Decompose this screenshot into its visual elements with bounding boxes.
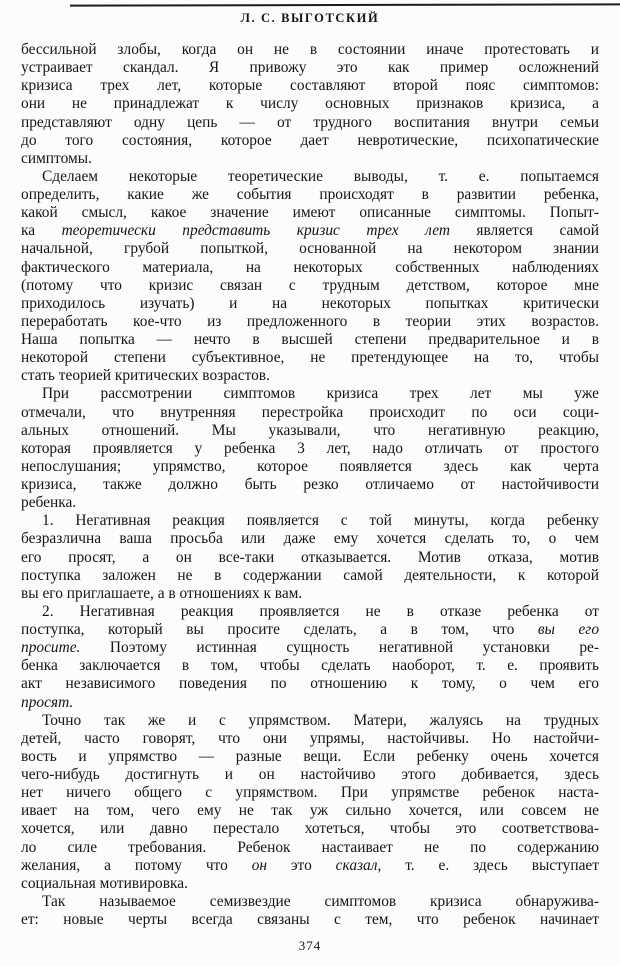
italic-text-run: просите. — [21, 639, 81, 657]
paragraph — [21, 168, 599, 386]
text-line — [21, 132, 599, 150]
text-run: поступка заложен не в содержании самой деятельности, к которой — [21, 566, 599, 584]
text-line — [21, 675, 599, 693]
text-line — [21, 458, 599, 476]
text-run: непослушания; упрямство, которое появляется здесь как черта — [21, 457, 599, 475]
text-line — [21, 77, 599, 95]
text-run: Сделаем некоторые теоретические выводы, т. е. попытаемся — [42, 167, 599, 185]
text-line — [21, 349, 599, 367]
italic-text-run: теоретически представить кризис трех лет — [61, 222, 450, 240]
text-run: нет ничего общего с упрямством. При упрямстве ребенок наста- — [21, 784, 599, 802]
text-run: является самой — [449, 222, 599, 240]
header-rule — [70, 3, 620, 6]
text-run: 1. Негативная реакция появляется с той минуты, когда ребенку — [42, 512, 599, 530]
text-line — [21, 150, 599, 168]
text-line — [21, 95, 599, 113]
text-line — [21, 585, 599, 603]
text-line — [21, 857, 599, 875]
text-line — [21, 422, 599, 440]
text-line — [21, 784, 599, 802]
text-run: 2. Негативная реакция проявляется не в отказе ребенка от — [42, 602, 599, 620]
text-line — [21, 385, 599, 403]
text-line — [21, 657, 599, 675]
text-line — [21, 766, 599, 784]
text-line — [21, 549, 599, 567]
text-run: ивает на том, чего ему не так уж сильно хочется, или совсем не — [21, 802, 599, 820]
paragraph — [21, 603, 599, 712]
text-run: При рассмотрении симптомов кризиса трех лет мы уже — [42, 385, 599, 403]
text-line — [21, 694, 599, 712]
text-run: определить, какие же события происходят в развитии ребенка, — [21, 186, 599, 203]
text-run: ло силе требования. Ребенок настаивает не по содержанию — [21, 838, 599, 856]
text-line — [21, 512, 599, 530]
text-line — [21, 712, 599, 730]
text-run: Так называемое семизвездие симптомов кризиса обнаружива- — [42, 892, 599, 910]
text-run: начальной, грубой попыткой, основанной на некотором знании — [21, 240, 599, 258]
paragraph — [21, 893, 599, 929]
text-line — [21, 367, 599, 385]
text-run: до того состояния, которое дает невротические, психопатические — [21, 131, 599, 149]
text-run: некоторой степени субъективное, не претендующее на то, чтобы — [21, 349, 599, 367]
text-run: бессильной злобы, когда он не в состоянии иначе протестовать и — [21, 41, 599, 58]
text-run: акт независимого поведения по отношению к тому, о чем его — [21, 675, 599, 693]
text-line — [21, 440, 599, 458]
text-line — [21, 277, 599, 295]
text-run: которая проявляется у ребенка 3 лет, надо отличать от простого — [21, 439, 599, 457]
text-run: вость и упрямство — разные вещи. Если ребенку очень хочется — [21, 747, 599, 765]
page-number: 374 — [298, 938, 322, 953]
text-run: представляют одну цепь — от трудного воспитания внутри семьи — [21, 113, 599, 131]
text-line — [21, 259, 599, 277]
text-line — [21, 530, 599, 548]
text-line — [21, 748, 599, 766]
text-run: хочется, или давно перестало хотеться, чтобы это соответствова- — [21, 820, 599, 838]
text-run: его просят, а он все-таки отказывается. Мотив отказа, мотив — [21, 548, 599, 566]
text-line — [21, 114, 599, 132]
text-line — [21, 875, 599, 893]
text-line — [21, 295, 599, 313]
text-run: фактического материала, на некоторых собственных наблюдениях — [21, 258, 599, 276]
text-run: кризиса, также должно быть резко отличаемо от настойчивости — [21, 476, 599, 493]
text-run: Наша попытка — нечто в высшей степени предварительное и в — [21, 331, 599, 348]
text-run: приходилось изучать) и на некоторых попытках критически — [21, 294, 599, 312]
text-run: альных отношений. Мы указывали, что негативную реакцию, — [21, 421, 599, 439]
text-run: чего-нибудь достигнуть и он настойчиво этого добивается, здесь — [21, 766, 599, 783]
italic-text-run: он — [251, 856, 268, 874]
text-run: устраивает скандал. Я привожу это как пример осложнений — [21, 59, 599, 77]
text-line — [21, 476, 599, 494]
text-run: Поэтому истинная сущность негативной установки ре- — [80, 639, 599, 657]
text-line — [21, 313, 599, 331]
text-run: это — [267, 856, 336, 874]
paragraph — [21, 712, 599, 893]
text-run: социальная мотивировка. — [21, 874, 188, 892]
paragraph — [21, 512, 599, 603]
text-line — [21, 240, 599, 258]
text-line — [21, 893, 599, 911]
text-line — [21, 494, 599, 512]
text-line — [21, 204, 599, 222]
text-line — [21, 621, 599, 639]
text-run: ка — [21, 222, 62, 240]
text-run: отмечали, что внутренняя перестройка происходит по оси соци- — [21, 403, 599, 421]
text-run: стать теорией критических возрастов. — [21, 367, 270, 385]
page-text — [21, 41, 599, 929]
text-run: бенка заключается в том, чтобы сделать наоборот, т. е. проявить — [21, 657, 599, 675]
text-line — [21, 911, 599, 929]
text-run: детей, часто говорят, что они упрямы, настойчивы. Но настойчи- — [21, 729, 599, 747]
paragraph — [21, 385, 599, 512]
text-run: симптомы. — [21, 149, 92, 167]
text-line — [21, 59, 599, 77]
text-run: (потому что кризис связан с трудным детством, которое мне — [21, 276, 599, 294]
text-run: Точно так же и с упрямством. Матери, жалуясь на трудных — [42, 711, 599, 729]
text-run: ребенка. — [21, 494, 77, 512]
text-line — [21, 331, 599, 349]
text-run: поступка, который вы просите сделать, а в том, что — [21, 621, 538, 638]
text-line — [21, 168, 599, 186]
text-line — [21, 603, 599, 621]
text-run: безразлична ваша просьба или даже ему хочется сделать то, о чем — [21, 530, 599, 548]
text-run: кризиса трех лет, которые составляют второй пояс симптомов: — [21, 77, 599, 95]
text-line — [21, 802, 599, 820]
text-line — [21, 186, 599, 204]
text-run: желания, а потому что — [21, 856, 252, 874]
running-header: Л. С. ВЫГОТСКИЙ — [240, 11, 380, 25]
text-line — [21, 820, 599, 838]
text-line — [21, 639, 599, 657]
italic-text-run: сказал — [335, 856, 378, 874]
text-run: ет: новые черты всегда связаны с тем, что ребенок начинает — [21, 911, 599, 928]
italic-text-run: вы его — [537, 621, 600, 638]
text-line — [21, 730, 599, 748]
text-line — [21, 567, 599, 585]
text-line — [21, 839, 599, 857]
text-run: , т. е. здесь выступает — [377, 856, 599, 874]
text-run: переработать кое-что из предложенного в теории этих возрастов. — [21, 312, 599, 330]
text-line — [21, 404, 599, 422]
text-line — [21, 222, 599, 240]
text-line — [21, 41, 599, 59]
text-run: они не принадлежат к числу основных признаков кризиса, а — [21, 95, 599, 113]
italic-text-run: просят. — [21, 693, 74, 711]
text-run: какой смысл, какое значение имеют описанные симптомы. Попыт- — [21, 204, 599, 222]
paragraph — [21, 41, 599, 168]
text-run: вы его приглашаете, а в отношениях к вам. — [21, 584, 303, 602]
